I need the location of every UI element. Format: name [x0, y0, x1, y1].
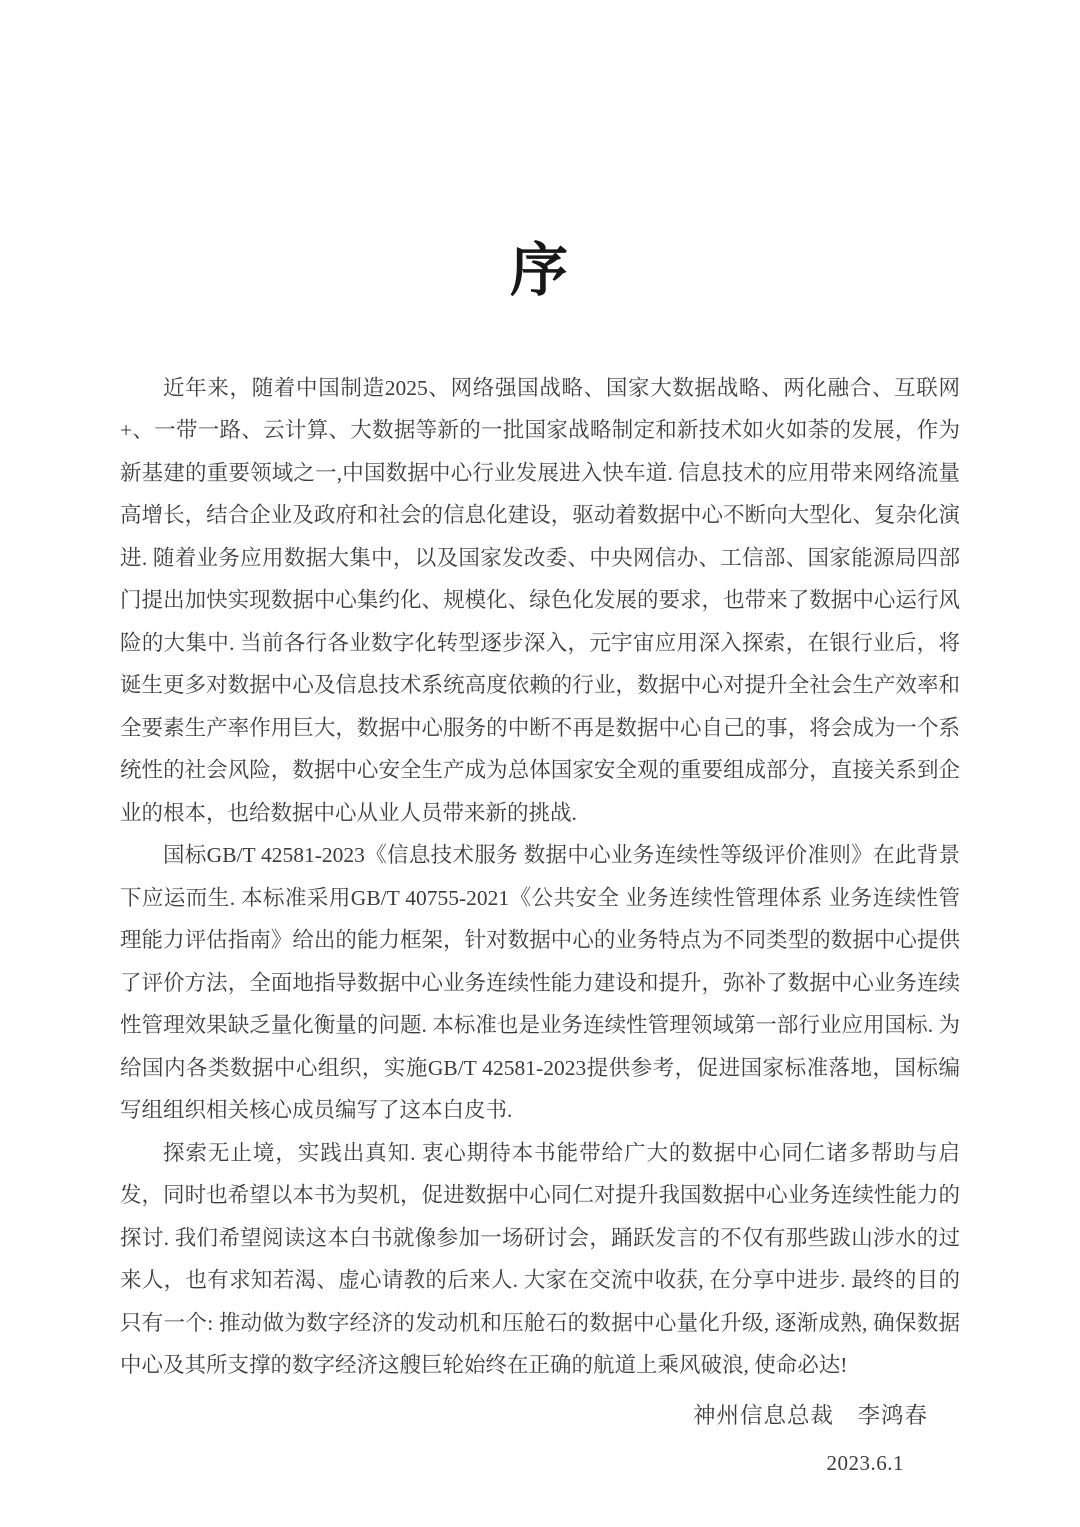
date-line: 2023.6.1 — [826, 1450, 904, 1475]
signature-line: 神州信息总裁 李鸿春 — [692, 1402, 928, 1428]
page-title: 序 — [509, 238, 570, 303]
signature-block — [0, 1395, 1080, 1481]
preface-paragraph-1: 近年来，随着中国制造2025、网络强国战略、国家大数据战略、两化融合、互联网+、一带一路、云计算、大数据等新的一批国家战略制定和新技术如火如荼的发展，作为新基建的重要领域之一,中国数据中心行业发展进入快车道. 信息技术的应用带来网络流量高增长，结合企业及政府和社会的信息化建设，驱动着数据中心不断向大型化、复杂化演进. 随着业务应用数据大集中，以及国家发改委、中央网信办、工信部、国家能源局四部门提出加快实现数据中心集约化、规模化、绿色化发展的要求，也带来了数据中心运行风险的大集中. 当前各行各业数字化转型逐步深入，元宇宙应用深入探索，在银行业后，将诞生更多对数据中心及信息技术系统高度依赖的行业，数据中心对提升全社会生产效率和全要素生产率作用巨大，数据中心服务的中断不再是数据中心自己的事，将会成为一个系统性的社会风险，数据中心安全生产成为总体国家安全观的重要组成部分，直接关系到企业的根本，也给数据中心从业人员带来新的挑战. — [120, 375, 960, 825]
preface-paragraph-2: 国标GB/T 42581-2023《信息技术服务 数据中心业务连续性等级评价准则》在此背景下应运而生. 本标准采用GB/T 40755-2021《公共安全 业务连续性管理体系 业务连续性管理能力评估指南》给出的能力框架，针对数据中心的业务特点为不同类型的数据中心提供了评价方法，全面地指导数据中心业务连续性能力建设和提升，弥补了数据中心业务连续性管理效果缺乏量化衡量的问题. 本标准也是业务连续性管理领域第一部行业应用国标. 为给国内各类数据中心组织，实施GB/T 42581-2023提供参考，促进国家标准落地，国标编写组组织相关核心成员编写了这本白皮书. — [120, 843, 960, 1123]
preface-body — [120, 367, 960, 1387]
preface-paragraph-3: 探索无止境，实践出真知. 衷心期待本书能带给广大的数据中心同仁诸多帮助与启发，同时也希望以本书为契机，促进数据中心同仁对提升我国数据中心业务连续性能力的探讨. 我们希望阅读这本白书就像参加一场研讨会，踊跃发言的不仅有那些跋山涉水的过来人，也有求知若渴、虚心请教的后来人. 大家在交流中收获, 在分享中进步. 最终的目的只有一个: 推动做为数字经济的发动机和压舱石的数据中心量化升级, 逐渐成熟, 确保数据中心及其所支撑的数字经济这艘巨轮始终在正确的航道上乘风破浪, 使命必达! — [120, 1140, 960, 1378]
